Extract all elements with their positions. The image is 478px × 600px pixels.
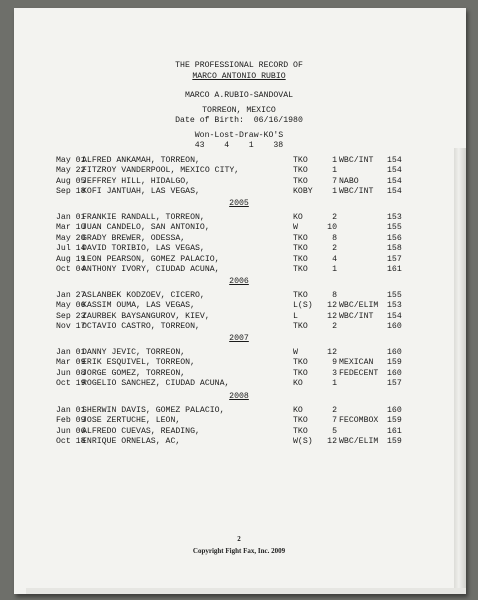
fight-opponent: FITZROY VANDERPOOL, MEXICO CITY, — [82, 166, 240, 176]
fight-rounds: 2 — [332, 244, 337, 254]
fight-date: Sep 18 — [56, 187, 86, 197]
fight-opponent: ERIK ESQUIVEL, TORREON, — [82, 358, 196, 368]
fight-row — [0, 379, 478, 390]
fight-result: KO — [293, 213, 303, 222]
fight-date: May 20 — [56, 233, 86, 243]
fight-opponent: ALFRED ANKAMAH, TORREON, — [82, 156, 200, 165]
fight-date: Jan 27 — [56, 291, 86, 300]
stacked-page-bottom-edge — [26, 588, 466, 594]
fight-weight: 158 — [387, 244, 402, 254]
fight-result: W — [293, 223, 298, 233]
fight-result: TKO — [293, 426, 308, 436]
fight-date: Jun 08 — [56, 368, 86, 378]
fight-result: TKO — [293, 176, 308, 186]
fight-result: KO — [293, 379, 303, 389]
fight-weight: 155 — [387, 223, 402, 233]
fight-rounds: 1 — [332, 166, 337, 176]
fight-rounds: 7 — [332, 416, 337, 426]
fight-date: Oct 19 — [56, 379, 86, 389]
fight-rounds: 4 — [332, 254, 337, 264]
fight-weight: 159 — [387, 358, 402, 368]
fight-weight: 157 — [387, 254, 402, 264]
fight-weight: 155 — [387, 291, 402, 300]
fight-weight: 156 — [387, 233, 402, 243]
fight-row — [0, 427, 478, 438]
fight-result: W(S) — [293, 437, 313, 447]
fight-weight: 154 — [387, 156, 402, 165]
fight-weight: 154 — [387, 311, 402, 321]
fight-result: TKO — [293, 291, 308, 300]
fight-title-note: FEDECENT — [339, 368, 379, 378]
fight-rounds: 2 — [332, 213, 337, 222]
fight-rounds: 7 — [332, 176, 337, 186]
fight-opponent: LEON PEARSON, GOMEZ PALACIO, — [82, 254, 220, 264]
fight-weight: 160 — [387, 406, 402, 415]
fight-date: May 01 — [56, 156, 86, 165]
fight-row — [0, 213, 478, 224]
fight-date: Mar 09 — [56, 358, 86, 368]
fight-result: TKO — [293, 254, 308, 264]
fight-date: Oct 04 — [56, 265, 86, 274]
fight-weight: 160 — [387, 368, 402, 378]
fight-weight: 161 — [387, 265, 402, 274]
fight-weight: 159 — [387, 416, 402, 426]
fight-opponent: SHERWIN DAVIS, GOMEZ PALACIO, — [82, 406, 225, 415]
fight-title-note: MEXICAN — [339, 358, 374, 368]
record-title: THE PROFESSIONAL RECORD OF — [175, 61, 303, 70]
fight-date: Jun 06 — [56, 426, 86, 436]
fight-result: KO — [293, 406, 303, 415]
fight-row — [0, 322, 478, 333]
fight-weight: 161 — [387, 426, 402, 436]
fight-opponent: ROGELIO SANCHEZ, CIUDAD ACUNA, — [82, 379, 230, 389]
fight-rounds: 12 — [327, 437, 337, 447]
fight-rounds: 10 — [327, 223, 337, 233]
fight-row — [0, 312, 478, 323]
fight-result: TKO — [293, 368, 308, 378]
year-heading: 2007 — [229, 334, 249, 343]
fight-result: TKO — [293, 166, 308, 176]
fight-result: W — [293, 348, 298, 357]
boxer-full-name: MARCO A.RUBIO-SANDOVAL — [184, 91, 294, 100]
fight-date: Aug 05 — [56, 176, 86, 186]
year-heading: 2006 — [229, 277, 249, 286]
fight-row — [0, 156, 478, 167]
fight-title-note: WBC/ELIM — [339, 301, 379, 311]
fight-row — [0, 166, 478, 177]
fight-result: L — [293, 311, 298, 321]
fight-date: Nov 17 — [56, 322, 86, 332]
fight-result: TKO — [293, 156, 308, 165]
fight-row — [0, 291, 478, 302]
record-values: 43 4 1 38 — [194, 141, 284, 150]
fight-opponent: ALFREDO CUEVAS, READING, — [82, 426, 200, 436]
hometown: TORREON, MEXICO — [202, 106, 276, 115]
fight-result: KOBY — [293, 187, 313, 197]
fight-opponent: ZAURBEK BAYSANGUROV, KIEV, — [82, 311, 210, 321]
fight-row — [0, 255, 478, 266]
fight-weight: 154 — [387, 187, 402, 197]
fight-date: Aug 19 — [56, 254, 86, 264]
fight-weight: 159 — [387, 437, 402, 447]
fight-rounds: 12 — [327, 301, 337, 311]
date-of-birth: Date of Birth: 06/16/1980 — [175, 116, 303, 125]
fight-rounds: 1 — [332, 187, 337, 197]
fight-rounds: 1 — [332, 379, 337, 389]
fight-rounds: 8 — [332, 291, 337, 300]
fight-opponent: JEFFREY HILL, HIDALGO, — [82, 176, 191, 186]
fight-opponent: OCTAVIO CASTRO, TORREON, — [82, 322, 200, 332]
copyright: Copyright Fight Fax, Inc. 2009 — [192, 547, 286, 555]
year-heading: 2008 — [229, 392, 249, 401]
fight-weight: 154 — [387, 176, 402, 186]
fight-opponent: KASSIM OUMA, LAS VEGAS, — [82, 301, 196, 311]
fight-rounds: 3 — [332, 368, 337, 378]
fight-rounds: 12 — [327, 311, 337, 321]
fight-weight: 153 — [387, 301, 402, 311]
fight-row — [0, 369, 478, 380]
fight-title-note: NABO — [339, 176, 359, 186]
fight-rounds: 1 — [332, 156, 337, 165]
fight-row — [0, 223, 478, 234]
fight-title-note: FECOMBOX — [339, 416, 379, 426]
fight-row — [0, 187, 478, 198]
fight-opponent: KOFI JANTUAH, LAS VEGAS, — [82, 187, 200, 197]
fight-result: TKO — [293, 416, 308, 426]
fight-rounds: 9 — [332, 358, 337, 368]
fight-opponent: JORGE GOMEZ, TORREON, — [82, 368, 186, 378]
fight-opponent: ANTHONY IVORY, CIUDAD ACUNA, — [82, 265, 220, 274]
fight-date: Jan 01 — [56, 406, 86, 415]
fight-opponent: JOSE ZERTUCHE, LEON, — [82, 416, 181, 426]
fight-date: Jan 01 — [56, 213, 86, 222]
fight-title-note: WBC/INT — [339, 187, 374, 197]
fight-weight: 160 — [387, 348, 402, 357]
fight-rounds: 5 — [332, 426, 337, 436]
fight-weight: 154 — [387, 166, 402, 176]
fight-opponent: GRADY BREWER, ODESSA, — [82, 233, 186, 243]
fight-row — [0, 437, 478, 448]
fight-opponent: JUAN CANDELO, SAN ANTONIO, — [82, 223, 210, 233]
boxer-name: MARCO ANTONIO RUBIO — [192, 72, 286, 81]
year-heading: 2005 — [229, 199, 249, 208]
fight-rounds: 2 — [332, 322, 337, 332]
fight-title-note: WBC/ELIM — [339, 437, 379, 447]
fight-rounds: 12 — [327, 348, 337, 357]
fight-row — [0, 416, 478, 427]
fight-date: Mar 10 — [56, 223, 86, 233]
fight-opponent: DANNY JEVIC, TORREON, — [82, 348, 186, 357]
fight-result: TKO — [293, 358, 308, 368]
fight-weight: 153 — [387, 213, 402, 222]
fight-date: May 06 — [56, 301, 86, 311]
fight-result: TKO — [293, 322, 308, 332]
fight-row — [0, 177, 478, 188]
fight-date: Feb 09 — [56, 416, 86, 426]
fight-row — [0, 265, 478, 276]
fight-weight: 160 — [387, 322, 402, 332]
fight-title-note: WBC/INT — [339, 156, 374, 165]
fight-result: L(S) — [293, 301, 313, 311]
fight-date: Oct 18 — [56, 437, 86, 447]
record-label: Won-Lost-Draw-KO'S — [194, 131, 284, 140]
fight-date: Sep 23 — [56, 311, 86, 321]
fight-row — [0, 244, 478, 255]
fight-opponent: ENRIQUE ORNELAS, AC, — [82, 437, 181, 447]
fight-opponent: DAVID TORIBIO, LAS VEGAS, — [82, 244, 205, 254]
fight-weight: 157 — [387, 379, 402, 389]
fight-result: TKO — [293, 233, 308, 243]
fight-row — [0, 301, 478, 312]
fight-rounds: 8 — [332, 233, 337, 243]
fight-title-note: WBC/INT — [339, 311, 374, 321]
page-number: 2 — [237, 535, 241, 543]
fight-rounds: 1 — [332, 265, 337, 274]
fight-row — [0, 348, 478, 359]
fight-date: Jan 01 — [56, 348, 86, 357]
fight-rounds: 2 — [332, 406, 337, 415]
fight-opponent: ASLANBEK KODZOEV, CICERO, — [82, 291, 205, 300]
fight-date: Jul 14 — [56, 244, 86, 254]
fight-result: TKO — [293, 265, 308, 274]
fight-date: May 22 — [56, 166, 86, 176]
fight-result: TKO — [293, 244, 308, 254]
fight-opponent: FRANKIE RANDALL, TORREON, — [82, 213, 205, 222]
fight-row — [0, 358, 478, 369]
